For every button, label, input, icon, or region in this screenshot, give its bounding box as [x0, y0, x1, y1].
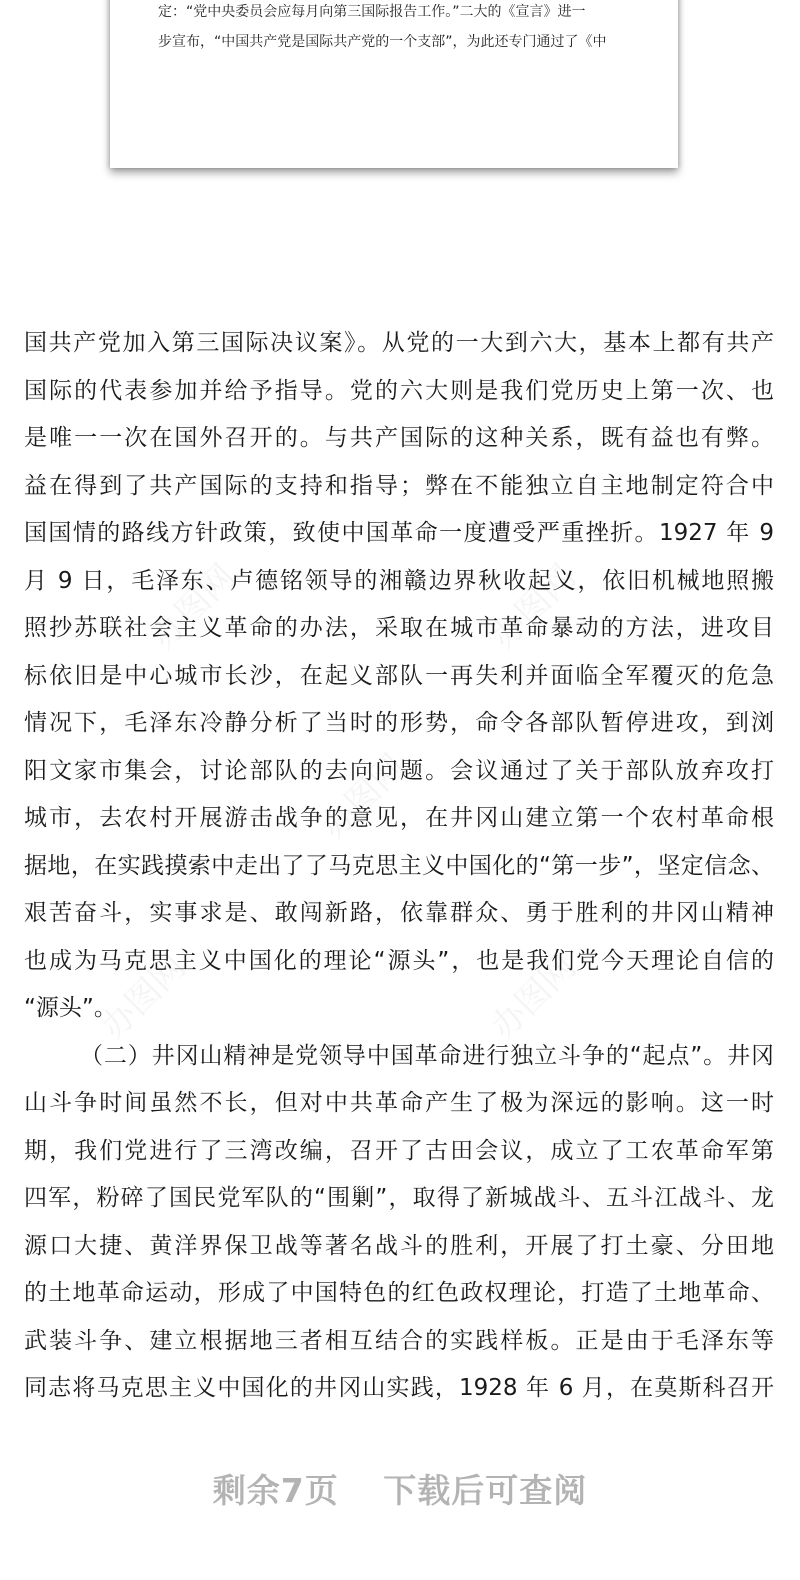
- body-line: 源口大捷、黄洋界保卫战等著名战斗的胜利，开展了打土豪、分田地: [24, 1232, 774, 1259]
- body-line: 国际的代表参加并给予指导。党的六大则是我们党历史上第一次、也: [24, 377, 774, 404]
- watermark: 办图网: [483, 556, 584, 658]
- document-body: [24, 320, 774, 1413]
- remaining-pages-label[interactable]: 剩余7页: [212, 1471, 339, 1510]
- body-line: 武装斗争、建立根据地三者相互结合的实践样板。正是由于毛泽东等: [24, 1327, 774, 1354]
- body-line: 阳文家市集会，讨论部队的去向问题。会议通过了关于部队放弃攻打: [24, 757, 774, 784]
- body-line: 月 9 日，毛泽东、卢德铭领导的湘赣边界秋收起义，依旧机械地照搬: [24, 567, 774, 594]
- body-line: 标依旧是中心城市长沙，在起义部队一再失利并面临全军覆灭的危急: [24, 662, 774, 689]
- body-line: 是唯一一次在国外召开的。与共产国际的这种关系，既有益也有弊。: [24, 425, 774, 451]
- watermark: 办图网: [93, 946, 194, 1048]
- body-line: 艰苦奋斗，实事求是、敢闯新路，依靠群众、勇于胜利的井冈山精神: [24, 900, 774, 926]
- body-line: 益在得到了共产国际的支持和指导；弊在不能独立自主地制定符合中: [24, 472, 774, 499]
- watermark: 办图网: [143, 556, 244, 658]
- paragraph-start-line: （二）井冈山精神是党领导中国革命进行独立斗争的“起点”。井冈: [80, 1042, 774, 1069]
- download-prompt[interactable]: [0, 1465, 800, 1512]
- body-line: 国国情的路线方针政策，致使中国革命一度遭受严重挫折。1927 年 9: [24, 520, 774, 546]
- body-line: 情况下，毛泽东冷静分析了当时的形势，命令各部队暂停进攻，到浏: [24, 710, 774, 736]
- body-line: 期，我们党进行了三湾改编，召开了古田会议，成立了工农革命军第: [24, 1137, 774, 1164]
- body-line: 山斗争时间虽然不长，但对中共革命产生了极为深远的影响。这一时: [24, 1090, 774, 1116]
- body-line: 国共产党加入第三国际决议案》。从党的一大到六大，基本上都有共产: [24, 330, 774, 356]
- body-line: 城市，去农村开展游击战争的意见，在井冈山建立第一个农村革命根: [24, 805, 774, 831]
- download-to-view-label[interactable]: 下载后可查阅: [383, 1471, 588, 1510]
- preview-line: 定：“党中央委员会应每月向第三国际报告工作。”二大的《宣言》进一: [158, 4, 586, 20]
- body-line: “源头”。: [24, 995, 117, 1021]
- watermark: 办图网: [313, 746, 414, 848]
- body-line: 四军，粉碎了国民党军队的“围剿”，取得了新城战斗、五斗江战斗、龙: [24, 1185, 774, 1211]
- preview-line: 步宣布，“中国共产党是国际共产党的一个支部”，为此还专门通过了《中: [158, 34, 607, 50]
- body-line: 也成为马克思主义中国化的理论“源头”，也是我们党今天理论自信的: [24, 947, 774, 974]
- preview-page-card: [110, 0, 678, 168]
- body-line: 同志将马克思主义中国化的井冈山实践，1928 年 6 月，在莫斯科召开: [24, 1375, 774, 1401]
- body-line: 据地，在实践摸索中走出了了马克思主义中国化的“第一步”，坚定信念、: [24, 852, 774, 879]
- watermark: 办图网: [483, 946, 584, 1048]
- body-line: 的土地革命运动，形成了中国特色的红色政权理论，打造了土地革命、: [24, 1280, 774, 1306]
- body-line: 照抄苏联社会主义革命的办法，采取在城市革命暴动的方法，进攻目: [24, 615, 774, 641]
